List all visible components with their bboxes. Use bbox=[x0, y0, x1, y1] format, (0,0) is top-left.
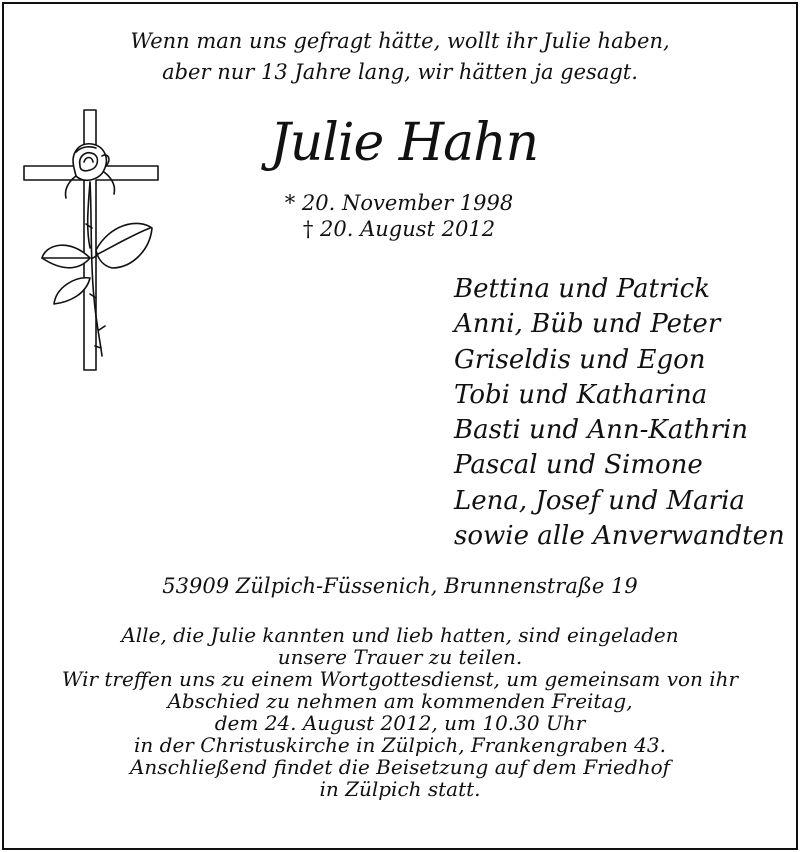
life-dates bbox=[269, 190, 529, 242]
invitation-line: Anschließend findet die Beisetzung auf dem Friedhof bbox=[129, 755, 671, 779]
mourner-entry: Tobi und Katharina bbox=[454, 379, 708, 410]
funeral-invitation bbox=[4, 624, 796, 800]
obituary-notice bbox=[2, 2, 798, 850]
invitation-line: unsere Trauer zu teilen. bbox=[277, 645, 523, 669]
invitation-line: Alle, die Julie kannten und lieb hatten, sind eingeladen bbox=[121, 623, 679, 647]
mourners-list bbox=[454, 272, 794, 554]
invitation-line: Abschied zu nehmen am kommenden Freitag, bbox=[167, 689, 633, 713]
invitation-line: in Zülpich statt. bbox=[319, 777, 481, 801]
cross-with-rose-icon bbox=[20, 108, 160, 372]
mourner-entry: Griseldis und Egon bbox=[454, 344, 706, 375]
mourner-entry: Anni, Büb und Peter bbox=[454, 309, 721, 340]
mourner-entry: Pascal und Simone bbox=[454, 450, 703, 481]
mourner-entry: Bettina und Patrick bbox=[454, 274, 710, 304]
birth-line bbox=[269, 190, 529, 216]
death-date: 20. August 2012 bbox=[320, 217, 496, 241]
invitation-line: Wir treffen uns zu einem Wortgottesdienst, um gemeinsam von ihr bbox=[61, 667, 739, 691]
motto-verse bbox=[4, 26, 796, 88]
birth-symbol: * bbox=[284, 191, 296, 215]
family-address: 53909 Zülpich-Füssenich, Brunnenstraße 19 bbox=[162, 574, 638, 598]
birth-date: 20. November 1998 bbox=[301, 191, 514, 215]
motto-line: Wenn man uns gefragt hätte, wollt ihr Julie haben, bbox=[130, 29, 670, 53]
mourner-entry: Basti und Ann-Kathrin bbox=[454, 415, 749, 446]
dagger-icon: † bbox=[302, 217, 314, 241]
mourner-entry: Lena, Josef und Maria bbox=[454, 485, 745, 516]
motto-line: aber nur 13 Jahre lang, wir hätten ja gesagt. bbox=[162, 60, 638, 84]
invitation-line: in der Christuskirche in Zülpich, Frankengraben 43. bbox=[134, 733, 666, 757]
invitation-line: dem 24. August 2012, um 10.30 Uhr bbox=[214, 711, 586, 735]
mourner-entry: sowie alle Anverwandten bbox=[454, 521, 785, 552]
death-line bbox=[269, 216, 529, 242]
deceased-name: Julie Hahn bbox=[269, 113, 539, 173]
